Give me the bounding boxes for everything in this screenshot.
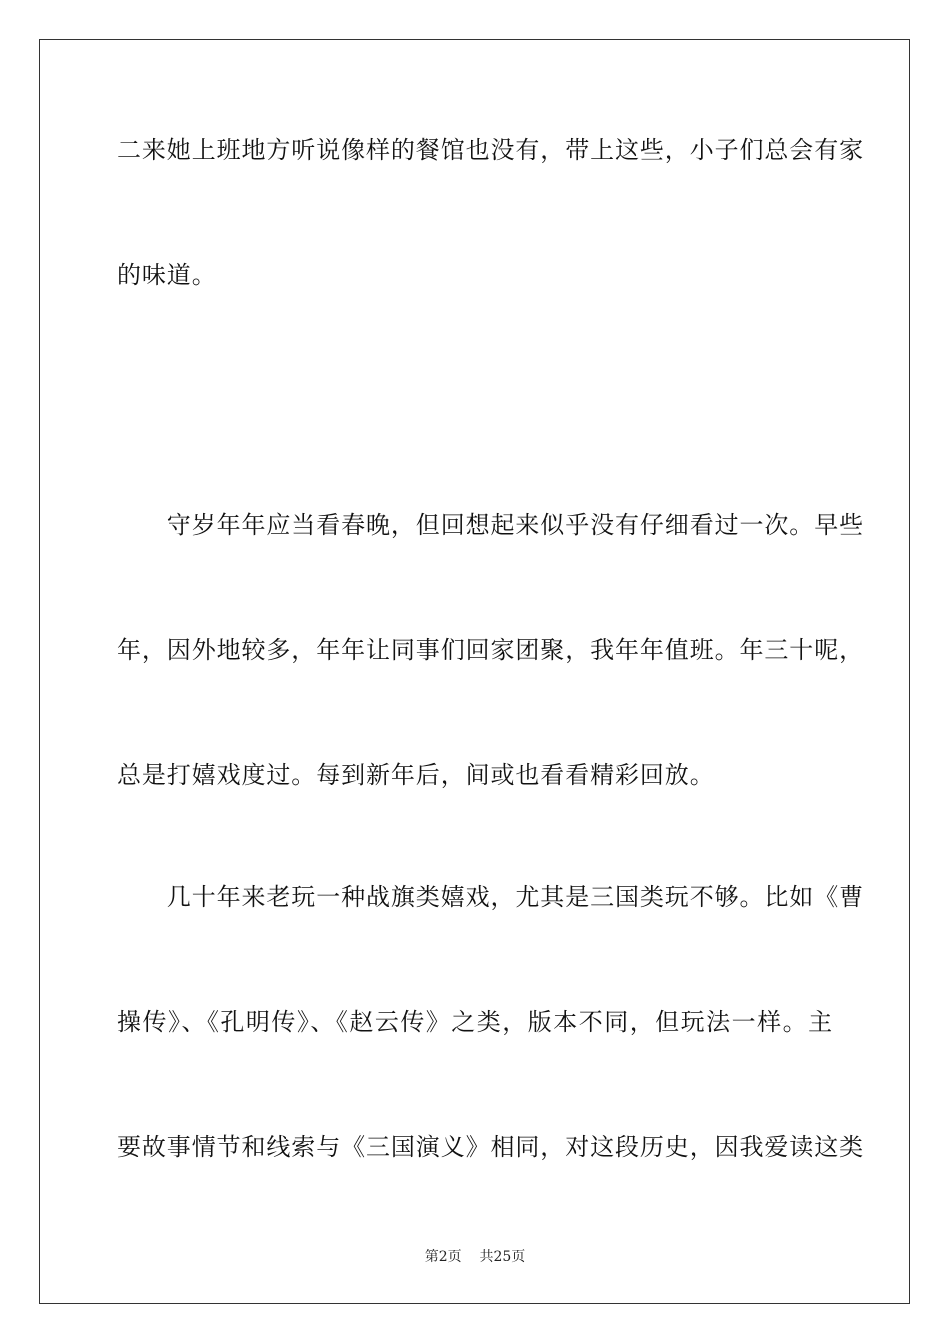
- text-line-2: 的味道。: [117, 261, 217, 289]
- page-total: 共25页: [479, 1249, 526, 1265]
- text-line-1: 二来她上班地方听说像样的餐馆也没有，带上这些，小子们总会有家: [117, 136, 864, 164]
- text-line-6: 几十年来老玩一种战旗类嬉戏，尤其是三国类玩不够。比如《曹: [117, 883, 864, 911]
- page-border: [39, 39, 910, 1304]
- text-line-7: 操传》、《孔明传》、《赵云传》之类，版本不同，但玩法一样。主: [117, 1008, 833, 1036]
- page-number: 第2页: [424, 1249, 462, 1265]
- text-line-4: 年，因外地较多，年年让同事们回家团聚，我年年值班。年三十呢，: [117, 636, 864, 664]
- page-footer: [0, 1248, 950, 1266]
- text-line-3: 守岁年年应当看春晚，但回想起来似乎没有仔细看过一次。早些: [117, 511, 864, 539]
- text-line-5: 总是打嬉戏度过。每到新年后，间或也看看精彩回放。: [117, 761, 715, 789]
- text-line-8: 要故事情节和线索与《三国演义》相同，对这段历史，因我爱读这类: [117, 1133, 864, 1161]
